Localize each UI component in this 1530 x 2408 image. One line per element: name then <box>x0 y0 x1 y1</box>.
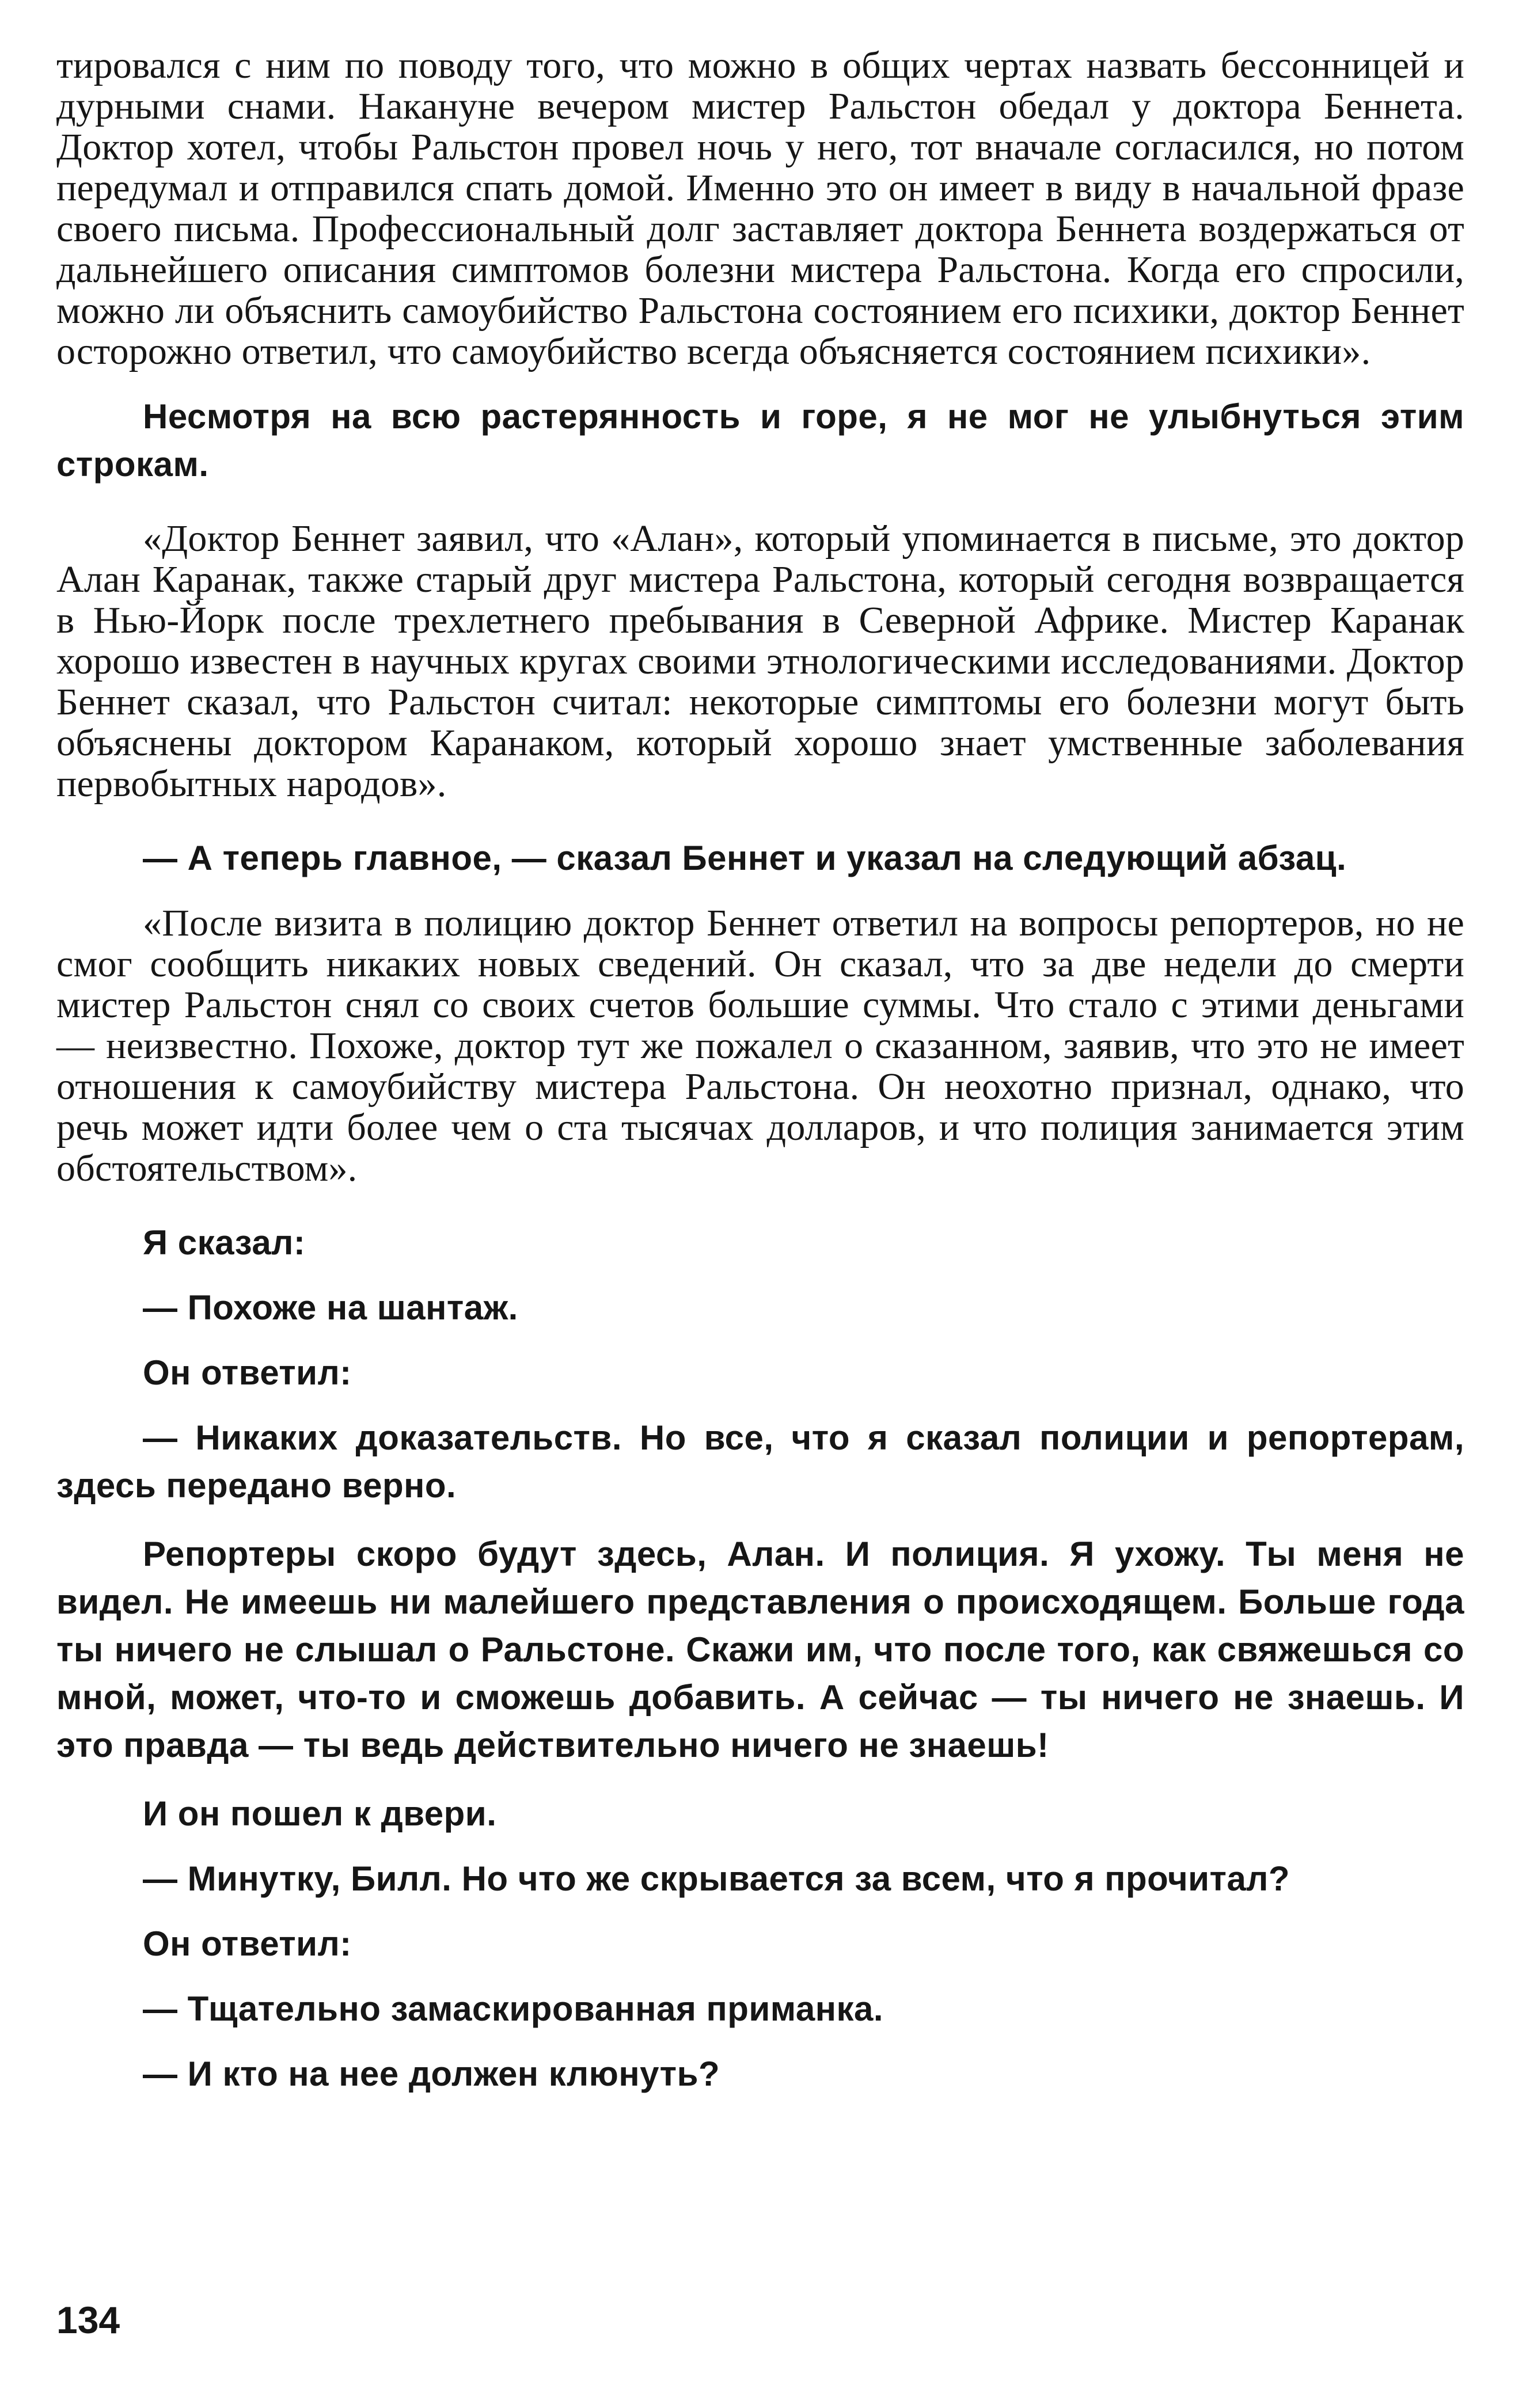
paragraph-dialogue: — Минутку, Билл. Но что же скрывается за всем, что я прочитал? <box>143 1859 1290 1898</box>
paragraph-dialogue: — Тщательно замаскированная приманка. <box>143 1989 884 2028</box>
paragraph-dialogue: Репортеры скоро будут здесь, Алан. И полиция. Я ухожу. Ты меня не видел. Не имеешь ни малейшего представления о происходящем. Больше года ты ничего не слышал о Ральстоне. Скажи им, что после того, как свяжешься со мной, может, что-то и сможешь добавить. А сейчас — ты ничего не знаешь. И это правда — ты ведь действительно ничего не знаешь! <box>56 1535 1464 1764</box>
paragraph-dialogue: — И кто на нее должен клюнуть? <box>143 2055 720 2093</box>
paragraph-quote: «После визита в полицию доктор Беннет ответил на вопросы репортеров, но не смог сообщить никаких новых сведений. Он сказал, что за две недели до смерти мистер Ральстон снял со своих счетов большие суммы. Что стало с этими деньгами — неизвестно. Похоже, доктор тут же пожалел о сказанном, заявив, что это не имеет отношения к самоубийству мистера Ральстона. Он неохотно признал, однако, что речь может идти более чем о ста тысячах долларов, и что полиция занимается этим обстоятельством». <box>56 902 1464 1189</box>
paragraph-narration: И он пошел к двери. <box>143 1794 497 1833</box>
paragraph-dialogue: — А теперь главное, — сказал Беннет и указал на следующий абзац. <box>143 839 1347 877</box>
paragraph-dialogue: — Похоже на шантаж. <box>143 1288 518 1327</box>
page-number: 134 <box>56 2299 120 2341</box>
paragraph-dialogue: — Никаких доказательств. Но все, что я сказал полиции и репортерам, здесь передано верно. <box>56 1418 1464 1505</box>
paragraph-narration: Он ответил: <box>143 1353 352 1392</box>
paragraph-narration: Он ответил: <box>143 1924 352 1963</box>
paragraph-continuation: тировался с ним по поводу того, что можно в общих чертах назвать бессонницей и дурными снами. Накануне вечером мистер Ральстон обедал у доктора Беннета. Доктор хотел, чтобы Ральстон провел ночь у него, тот вначале согласился, но потом передумал и отправился спать домой. Именно это он имеет в виду в начальной фразе своего письма. Профессиональный долг заставляет доктора Беннета воздержаться от дальнейшего описания симптомов болезни мистера Ральстона. Когда его спросили, можно ли объяснить самоубийство Ральстона состоянием его психики, доктор Беннет осторожно ответил, что самоубийство всегда объясняется состоянием психики». <box>56 44 1464 372</box>
paragraph-narration: Несмотря на всю растерянность и горе, я не мог не улыбнуться этим строкам. <box>56 397 1464 484</box>
paragraph-narration: Я сказал: <box>143 1223 306 1262</box>
page-body <box>56 45 1464 2098</box>
paragraph-quote: «Доктор Беннет заявил, что «Алан», который упоминается в письме, это доктор Алан Каранак, также старый друг мистера Ральстона, который сегодня возвращается в Нью-Йорк после трехлетнего пребывания в Северной Африке. Мистер Каранак хорошо известен в научных кругах своими этнологическими исследованиями. Доктор Беннет сказал, что Ральстон считал: некоторые симптомы его болезни могут быть объяснены доктором Каранаком, который хорошо знает умственные заболевания первобытных народов». <box>56 518 1464 805</box>
